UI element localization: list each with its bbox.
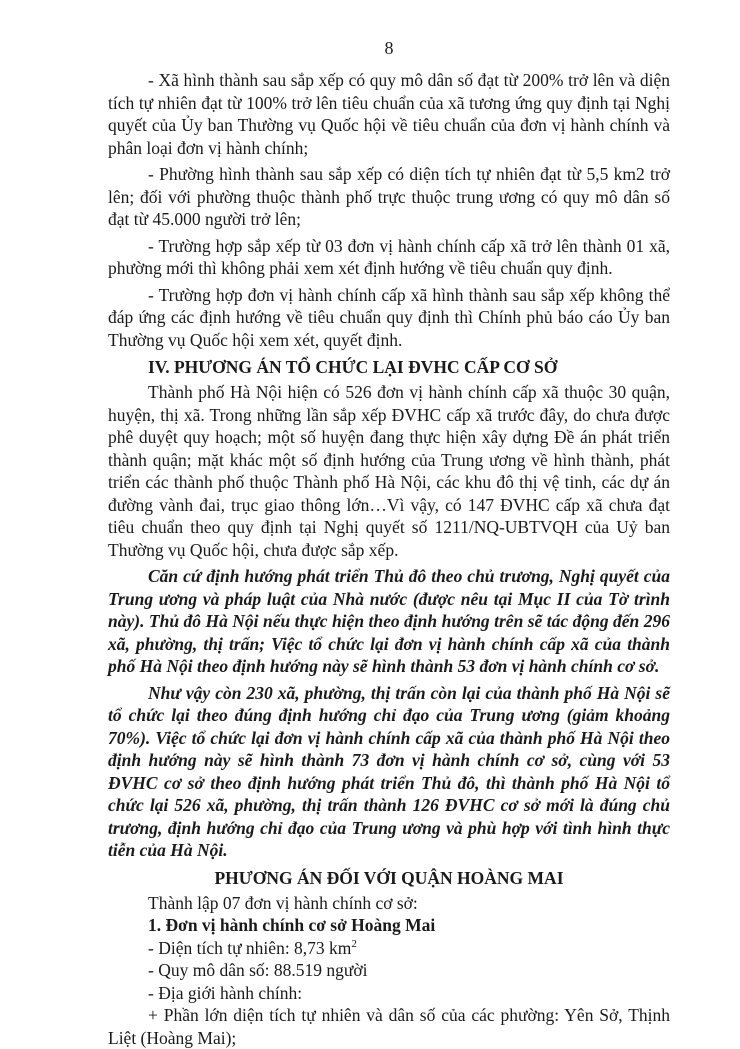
- section-iv-heading: IV. PHƯƠNG ÁN TỔ CHỨC LẠI ĐVHC CẤP CƠ SỞ: [148, 357, 558, 377]
- section-iv-paragraph-1: Thành phố Hà Nội hiện có 526 đơn vị hành chính cấp xã thuộc 30 quận, huyện, thị xã. Trong những lần sắp xếp ĐVHC cấp xã trước đây, do chưa được phê duyệt quy hoạch; một số huyện đang thực hiện xây dựng Đề án phát triển thành quận; mặt khác một số định hướng của Trung ương về hình thành, phát triển các thành phố thuộc Thành phố Hà Nội, các khu đô thị vệ tinh, các dự án đường vành đai, trục giao thông lớn…Vì vậy, có 147 ĐVHC cấp xã chưa đạt tiêu chuẩn theo quy định tại Nghị quyết số 1211/NQ-UBTVQH của Uỷ ban Thường vụ Quốc hội, chưa được sắp xếp.: [108, 382, 670, 560]
- area-superscript: 2: [351, 937, 357, 950]
- area-line: [108, 937, 670, 960]
- bullet-cannot-meet-standard: - Trường hợp đơn vị hành chính cấp xã hình thành sau sắp xếp không thể đáp ứng các định hướng về tiêu chuẩn quy định thì Chính phủ báo cáo Ủy ban Thường vụ Quốc hội xem xét, quyết định.: [108, 284, 670, 350]
- section-iv-paragraph-3: Như vậy còn 230 xã, phường, thị trấn còn lại của thành phố Hà Nội sẽ tổ chức lại theo đúng định hướng chỉ đạo của Trung ương (giảm khoảng 70%). Việc tổ chức lại đơn vị hành chính cấp xã của thành phố Hà Nội theo định hướng này sẽ hình thành 73 đơn vị hành chính cơ sở, cùng với 53 ĐVHC cơ sở theo định hướng phát triển Thủ đô, thì thành phố Hà Nội tổ chức lại 526 xã, phường, thị trấn thành 126 ĐVHC cơ sở mới là đúng chủ trương, định hướng chỉ đạo của Trung ương và phù hợp với tình hình thực tiễn của Hà Nội.: [108, 682, 670, 860]
- bullet-merge-three-units: - Trường hợp sắp xếp từ 03 đơn vị hành chính cấp xã trở lên thành 01 xã, phường mới thì không phải xem xét định hướng về tiêu chuẩn quy định.: [108, 235, 670, 278]
- page-number: 8: [384, 38, 394, 58]
- area-text: - Diện tích tự nhiên: 8,73 km: [148, 937, 352, 958]
- hoang-mai-intro: Thành lập 07 đơn vị hành chính cơ sở:: [148, 892, 418, 913]
- section-iv-paragraph-2: Căn cứ định hướng phát triển Thủ đô theo chủ trương, Nghị quyết của Trung ương và pháp luật của Nhà nước (được nêu tại Mục II của Tờ trình này). Thủ đô Hà Nội nếu thực hiện theo định hướng trên sẽ tác động đến 296 xã, phường, thị trấn; Việc tổ chức lại đơn vị hành chính cấp xã của thành phố Hà Nội theo định hướng này sẽ hình thành 53 đơn vị hành chính cơ sở.: [108, 566, 670, 676]
- population-line: - Quy mô dân số: 88.519 người: [148, 960, 368, 980]
- boundary-line: - Địa giới hành chính:: [148, 982, 303, 1003]
- hoang-mai-heading: PHƯƠNG ÁN ĐỐI VỚI QUẬN HOÀNG MAI: [214, 867, 564, 888]
- boundary-detail: + Phần lớn diện tích tự nhiên và dân số của các phường: Yên Sở, Thịnh Liệt (Hoàng Mai);: [108, 1005, 670, 1048]
- bullet-ward-standard: - Phường hình thành sau sắp xếp có diện tích tự nhiên đạt từ 5,5 km2 trở lên; đối với phường thuộc thành phố trực thuộc trung ương có quy mô dân số đạt từ 45.000 người trở lên;: [108, 164, 670, 229]
- bullet-commune-standard: - Xã hình thành sau sắp xếp có quy mô dân số đạt từ 200% trở lên và diện tích tự nhiên đạt từ 100% trở lên tiêu chuẩn của xã tương ứng quy định tại Nghị quyết của Ủy ban Thường vụ Quốc hội về tiêu chuẩn của đơn vị hành chính và phân loại đơn vị hành chính;: [108, 70, 670, 158]
- unit-title: 1. Đơn vị hành chính cơ sở Hoàng Mai: [148, 915, 436, 935]
